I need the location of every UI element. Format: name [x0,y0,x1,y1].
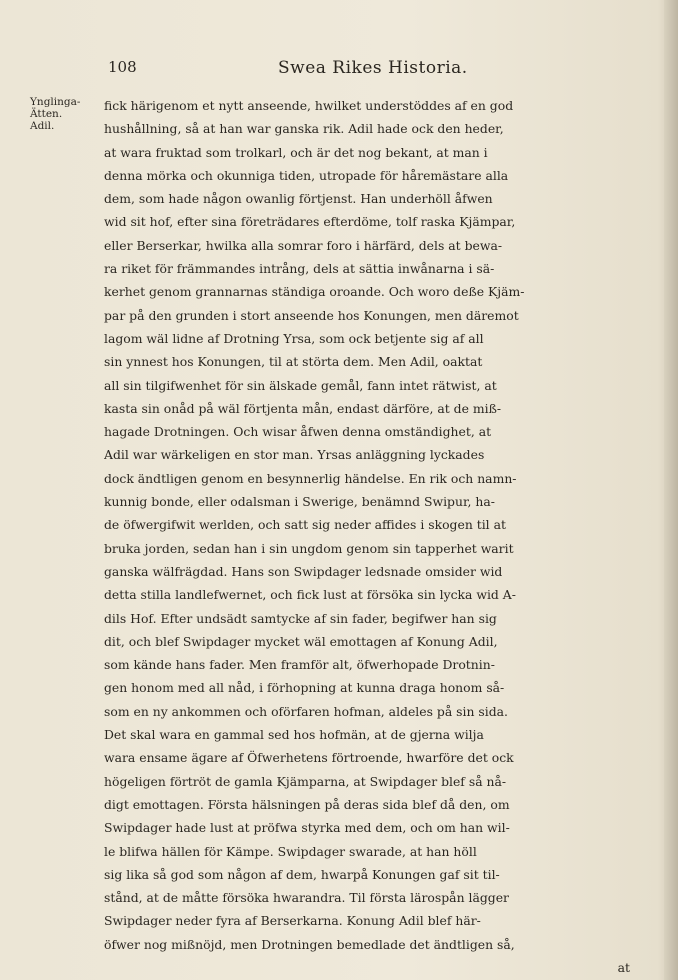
text-line: kasta sin onåd på wäl förtjenta mån, endast därföre, at de miß- [104,400,502,416]
text-line: kerhet genom grannarnas ständiga oroande. Och woro deße Kjäm- [104,284,525,300]
margin-note [30,96,110,132]
body-text [104,94,634,979]
text-line: som kände hans fader. Men framför alt, öfwerhopade Drotnin- [104,657,495,673]
text-line: de öfwergifwit werlden, och satt sig neder affides i skogen til at [104,517,506,533]
text-line: at wara fruktad som trolkarl, och är det nog bekant, at man i [104,144,488,160]
text-line: ganska wälfrägdad. Hans son Swipdager ledsnade omsider wid [104,563,503,579]
page-number: 108 [108,58,137,76]
text-line: at [617,959,630,975]
text-line: hagade Drotningen. Och wisar åfwen denna omständighet, at [104,424,492,440]
text-line: högeligen förtröt de gamla Kjämparna, at Swipdager blef så nå- [104,773,507,789]
text-line: som en ny ankommen och oförfaren hofman, aldeles på sin sida. [104,703,508,719]
text-line: le blifwa hällen för Kämpe. Swipdager swarade, at han höll [104,843,477,859]
text-line: kunnig bonde, eller odalsman i Swerige, benämnd Swipur, ha- [104,494,495,510]
text-line: fick härigenom et nytt anseende, hwilket understöddes af en god [104,98,514,113]
text-line: Det skal wara en gammal sed hos hofmän, at de gjerna wilja [104,727,484,743]
text-line: bruka jorden, sedan han i sin ungdom genom sin tapperhet warit [104,540,514,556]
text-line: stånd, at de måtte försöka hwarandra. Til första lärospån lägger [104,890,509,906]
text-line: Swipdager hade lust at pröfwa styrka med dem, och om han wil- [104,820,510,836]
text-line: digt emottagen. Första hälsningen på deras sida blef då den, om [104,796,510,812]
text-line: dem, som hade någon owanlig förtjenst. Han underhöll åfwen [104,191,493,207]
text-line: par på den grunden i stort anseende hos Konungen, men däremot [104,307,519,323]
text-line: dils Hof. Efter undsädt samtycke af sin fader, begifwer han sig [104,610,497,626]
margin-note-line: Adil. [30,120,55,132]
margin-note-line: Ätten. [30,108,63,120]
text-line: wid sit hof, efter sina företrädares efterdöme, tolf raska Kjämpar, [104,214,516,230]
text-line: dock ändtligen genom en besynnerlig händelse. En rik och namn- [104,470,517,486]
margin-note-line: Ynglinga- [30,96,81,108]
page-edge-shadow [664,0,678,980]
text-line: dit, och blef Swipdager mycket wäl emottagen af Konung Adil, [104,633,498,649]
text-line: sig lika så god som någon af dem, hwarpå Konungen gaf sit til- [104,866,500,882]
text-line: eller Berserkar, hwilka alla somrar foro i härfärd, dels at bewa- [104,237,503,253]
text-line: Adil war wärkeligen en stor man. Yrsas anläggning lyckades [104,447,485,463]
running-title: Swea Rikes Historia. [278,58,468,78]
text-line: öfwer nog mißnöjd, men Drotningen bemedlade det ändtligen så, [104,936,515,952]
text-line: gen honom med all nåd, i förhopning at kunna draga honom så- [104,680,505,696]
text-line: denna mörka och okunniga tiden, utropade för håremästare alla [104,167,509,183]
text-line: detta stilla landlefwernet, och fick lust at försöka sin lycka wid A- [104,587,516,603]
text-line: lagom wäl lidne af Drotning Yrsa, som ock betjente sig af all [104,330,484,346]
text-line: hushållning, så at han war ganska rik. Adil hade ock den heder, [104,121,504,137]
text-line: wara ensame ägare af Öfwerhetens förtroende, hwarföre det ock [104,750,514,766]
text-line: ra riket för främmandes intrång, dels at sättia inwånarna i sä- [104,261,495,277]
text-line: sin ynnest hos Konungen, til at störta dem. Men Adil, oaktat [104,354,483,370]
text-line: Swipdager neder fyra af Berserkarna. Konung Adil blef här- [104,913,481,929]
text-line: all sin tilgifwenhet för sin älskade gemål, fann intet rätwist, at [104,377,497,393]
page-header [108,58,618,86]
